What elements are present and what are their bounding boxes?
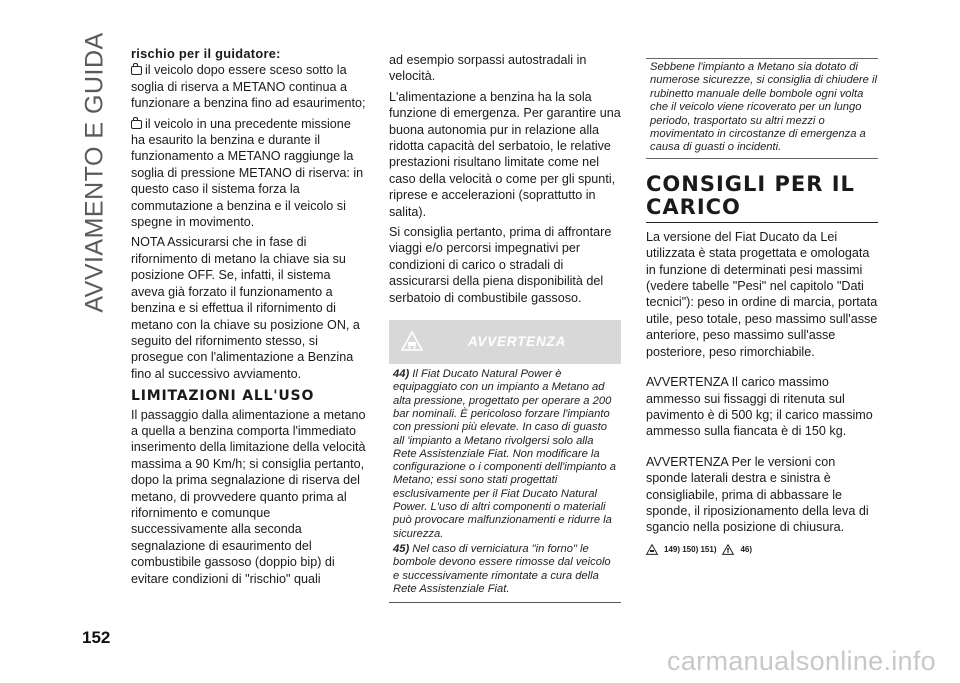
warning-car-icon [401,330,423,352]
bullet-item-1 [131,62,367,111]
warning-item-45 [393,543,617,596]
warning-body [389,364,621,602]
bullet-text-2: il veicolo in una precedente missione ha esaurito la benzina e durante il funzionamento a METANO raggiunge la soglia di pressione METANO di riserva: in questo caso il sistema forza la commutazione a benzina e il veicolo si spegne in movimento. [131,116,364,230]
warning-number: 44) [393,368,410,381]
nota-paragraph: NOTA Assicurarsi che in fase di rifornimento di metano la chiave sia su posizione OFF. Se, infatti, il sistema aveva già forzato il funzionamento a benzina e si effettua il rifornimento di metano con la chiave su posizione ON, a seguito del rifornimento stesso, si prosegue con l'alimentazione a Benzina fino al successivo avviamento. [131,235,360,381]
column-middle [389,52,621,603]
reference-numbers-a: 149) 150) 151) [664,544,717,554]
bullet-item-2 [131,116,367,231]
bullet-text-1: il veicolo dopo essere sceso sotto la soglia di riserva a METANO continua a funzionare a benzina fino ad esaurimento; [131,63,366,111]
warning-number: 45) [393,542,410,555]
limitazioni-paragraph: Il passaggio dalla alimentazione a metano a quella a benzina comporta l'immediato inserimento della limitazione della velocità massima a 90 Km/h; si consiglia pertanto, dopo la prima segnalazione di riserva del metano, di provvedere quanto prima al rifornimento e comunque successivamente alla seconda segnalazione di esaurimento del combustibile gassoso (doppio bip) di evitare condizioni di "rischio" quali [131,407,366,586]
column-left [131,46,367,591]
warning-box [389,320,621,603]
italic-note-box: Sebbene l'impianto a Metano sia dotato di numerose sicurezze, si consiglia di chiudere il rubinetto manuale delle bombole ogni volta che il veicolo viene ricoverato per un lungo periodo, trasportato su altri mezzi o movimentato in circostanze di emergenza a causa di guasti o incidenti. [646,58,878,159]
key-bullet-icon [131,120,142,129]
warning-title: AVVERTENZA [467,333,567,349]
warning-text: Nel caso di verniciatura "in forno" le bombole devono essere rimosse dal veicolo e successivamente rimontate a cura della Rete Assistenziale Fiat. [393,542,611,595]
watermark-text: carmanualsonline.info [667,646,936,676]
paragraph-2: L'alimentazione a benzina ha la sola funzione di emergenza. Per garantire una buona autonomia pur in relazione alla ridotta capacità del serbatoio, le relative prestazioni risultano limitate come nel caso della velocità o come per gli spunti, riprese e accelerazioni (soprattutto in salita). [389,89,621,219]
section-heading-limitazioni: LIMITAZIONI ALL'USO [131,388,315,405]
column-right [646,58,878,558]
carico-paragraph-2: AVVERTENZA Il carico massimo ammesso sui fissaggi di ritenuta sul pavimento è di 500 kg; il carico massimo ammesso sulla fiancata è di 150 kg. [646,375,873,439]
warning-item-44 [393,368,617,541]
carico-paragraph-1: La versione del Fiat Ducato da Lei utilizzata è stata progettata e omologata in funzione di determinati pesi massimi (vedere tabelle "Pesi" nel capitolo "Dati tecnici"): peso in ordine di marcia, portata utile, peso totale, peso massimo sull'asse anteriore, peso massimo sull'asse posteriore, peso rimorchiabile. [646,229,878,359]
carico-paragraph-3: AVVERTENZA Per le versioni con sponde laterali destra e sinistra è consigliabile, prima di abbassare le sponde, il riposizionamento della leva di sgancio nella posizione di chiusura. [646,454,869,535]
key-bullet-icon [131,66,142,75]
paragraph-1: ad esempio sorpassi autostradali in velocità. [389,53,587,84]
warning-person-icon [722,544,734,555]
reference-numbers-b: 46) [740,544,753,554]
page-number: 152 [82,628,111,647]
warning-text: Il Fiat Ducato Natural Power è equipaggiato con un impianto a Metano ad alta pressione, progettato per operare a 200 bar nominali. È pericoloso forzare l'impianto con pressioni più elevate. In caso di guasto all 'impianto a Metano rivolgersi solo alla Rete Assistenziale Fiat. Non modificare la configurazione o i componenti dell'impianto a Metano; essi sono stati progettati esclusivamente per il Fiat Ducato Natural Power. L'uso di altri componenti o materiali può provocare malfunzionamenti e ridurre la sicurezza. [393,368,616,540]
section-heading-carico: CONSIGLI PER IL CARICO [646,173,878,223]
reference-row [646,542,878,558]
warning-header [389,320,621,364]
warning-car-icon [646,544,658,555]
section-title-text: AVVIAMENTO E GUIDA [80,31,109,313]
paragraph-3: Si consiglia pertanto, prima di affrontare viaggi e/o percorsi impegnativi per condizioni di carico o stradali di assicurarsi della piena disponibilità del serbatoio di combustibile gassoso. [389,225,612,305]
sub-heading: rischio per il guidatore: [131,46,281,61]
section-title-vertical [80,31,110,313]
